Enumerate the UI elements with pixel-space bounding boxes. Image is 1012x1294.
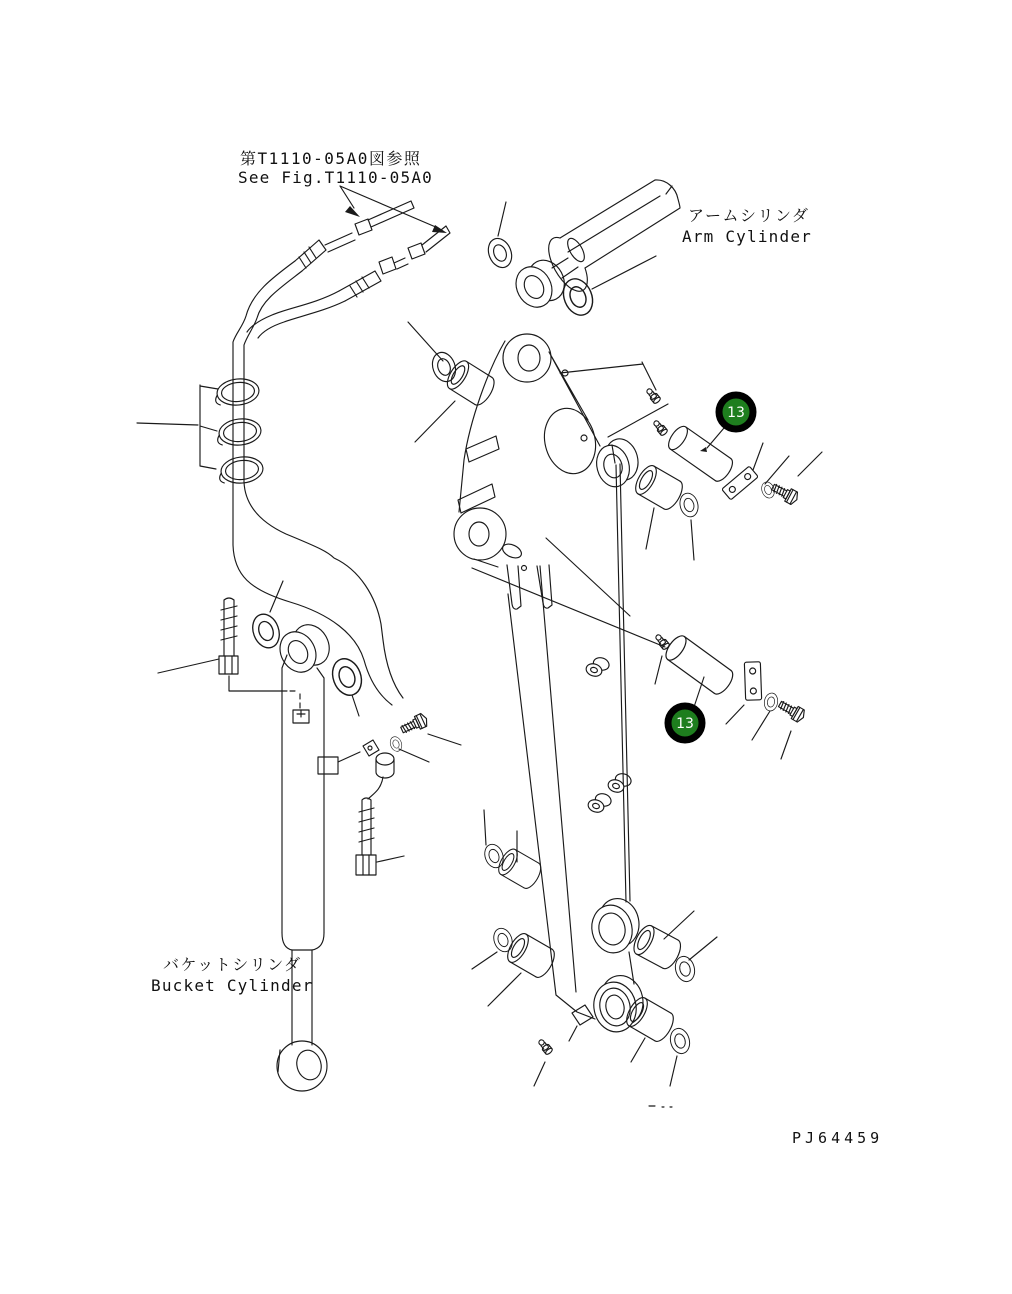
hydraulic-hoses	[233, 201, 450, 705]
pin-a	[665, 423, 736, 484]
arm-cylinder-rod-eye	[509, 254, 571, 314]
arm-head	[454, 334, 644, 609]
bushing	[443, 357, 498, 408]
grease-fitting	[645, 387, 661, 404]
seal-ring	[668, 1026, 693, 1055]
arm-cylinder-label-en: Arm Cylinder	[682, 227, 812, 246]
hose-fitting-nut	[379, 257, 396, 274]
hose-guide-boss	[607, 770, 633, 796]
lock-plate-a	[722, 466, 759, 500]
clamp-ring	[214, 377, 261, 407]
bucket-cylinder-label-en: Bucket Cylinder	[151, 976, 314, 995]
washer	[328, 655, 367, 700]
bushing	[632, 462, 687, 512]
washer	[484, 235, 516, 271]
bucket-cylinder	[229, 610, 394, 1091]
pin-group-a	[632, 387, 801, 519]
bolt-long-left	[219, 598, 238, 674]
arm-cylinder-label-jp: アームシリンダ	[688, 206, 810, 225]
pin-b	[662, 633, 736, 698]
arrow-icon	[345, 206, 360, 217]
clamp-plate	[363, 740, 379, 756]
clamp-bracket	[200, 385, 218, 469]
hose-guide-boss	[585, 654, 611, 680]
lightening-hole	[538, 403, 602, 479]
pin-bore	[518, 345, 540, 371]
leader-lines	[137, 202, 822, 1086]
seal-ring	[677, 491, 700, 519]
lock-plate-b	[744, 662, 761, 701]
grease-fitting	[652, 419, 668, 436]
bolt-angled	[399, 712, 429, 736]
arm-beam-boss	[586, 895, 644, 957]
clamp-ring	[218, 455, 265, 485]
arm-cylinder	[484, 180, 680, 320]
bolt-long-mid	[356, 798, 376, 875]
see-fig-label-en: See Fig.T1110-05A0	[238, 168, 433, 187]
hose-guide-boss	[587, 790, 613, 816]
hose-fitting-nut	[355, 219, 372, 235]
balloon-13-a[interactable]	[707, 395, 753, 448]
bolt-b	[777, 698, 807, 724]
balloon-number: 13	[727, 405, 745, 421]
boss-corner-piece	[572, 1005, 593, 1025]
hose-clamps	[200, 377, 264, 485]
washer-small	[763, 692, 779, 712]
hose-fitting-nut	[408, 243, 425, 259]
drawing-number: PJ64459	[792, 1129, 884, 1147]
clamp-ring	[216, 417, 263, 447]
bucket-cylinder-head-eye	[273, 618, 336, 678]
bushing-seal-sets	[429, 349, 698, 1056]
washer	[248, 610, 284, 651]
see-fig-label-jp: 第T1110-05A0図参照	[240, 149, 422, 168]
arm-beam-end-boss	[588, 972, 648, 1036]
cylinder-port	[318, 757, 338, 774]
balloon-number: 13	[676, 716, 694, 732]
bucket-cylinder-label-jp: バケットシリンダ	[163, 955, 302, 974]
balloon-13-b[interactable]	[668, 677, 704, 740]
grease-fitting	[537, 1038, 553, 1055]
